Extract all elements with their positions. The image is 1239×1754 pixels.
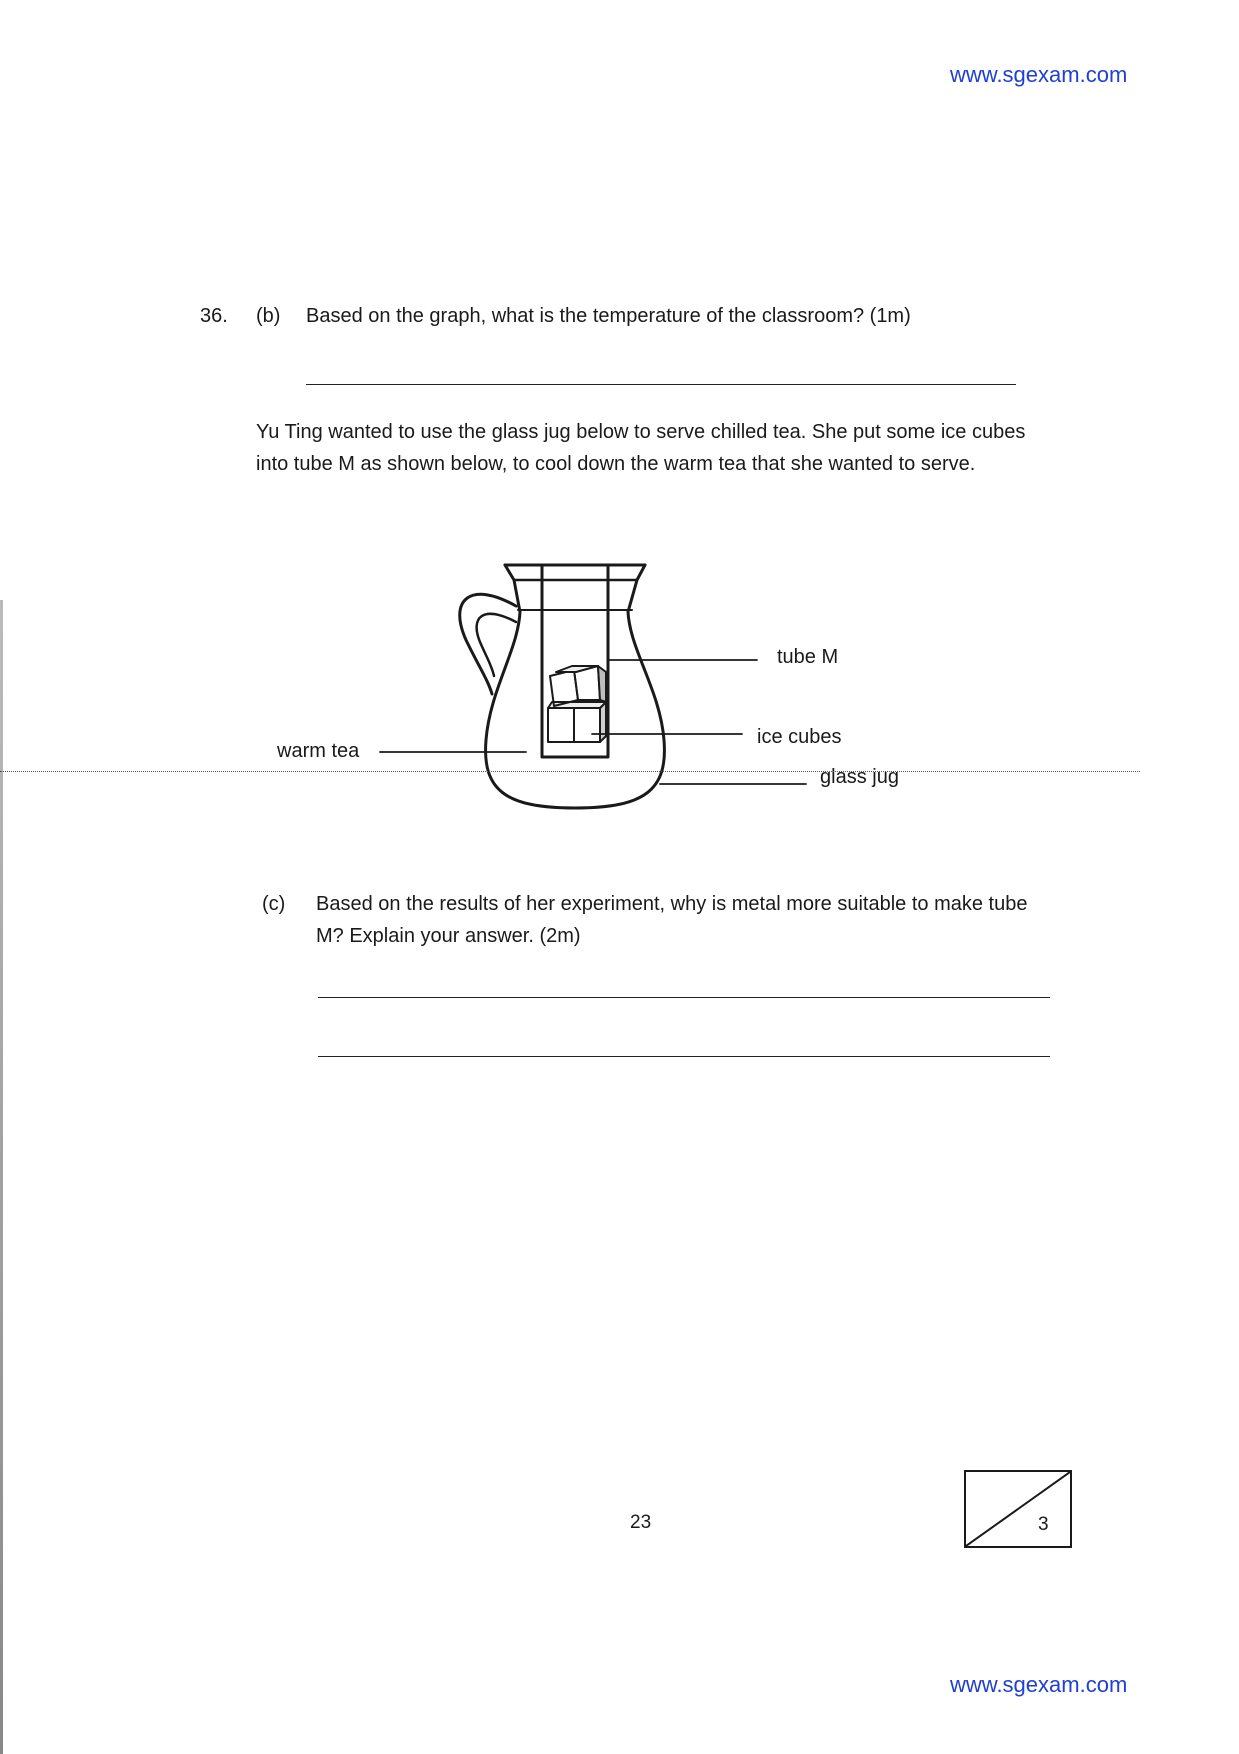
marks-box-diagonal [966,1472,1070,1546]
jug-diagram [270,550,1050,820]
footer-url: www.sgexam.com [950,1672,1128,1697]
ice-cube [574,708,600,742]
scan-edge [0,600,3,1754]
intro-text: Yu Ting wanted to use the glass jug below to serve chilled tea. She put some ice cubes into tube M as shown below, to cool down the warm tea that she wanted to serve. [256,421,1026,475]
part-b-text: Based on the graph, what is the temperature of the classroom? (1m) [306,305,911,327]
marks-box [964,1470,1072,1548]
question-number: 36. [200,305,228,327]
ice-cube [548,708,574,742]
part-c-label: (c) [262,893,286,915]
label-warm-tea: warm tea [277,740,360,762]
answer-line-c2[interactable] [318,1056,1050,1057]
scan-fold-line [0,771,1140,772]
part-b-label: (b) [256,305,281,327]
page-number: 23 [630,1512,652,1533]
header-url: www.sgexam.com [950,62,1128,87]
answer-line-b[interactable] [306,384,1016,385]
label-glass-jug: glass jug [820,766,899,788]
label-ice-cubes: ice cubes [757,726,842,748]
answer-line-c1[interactable] [318,997,1050,998]
part-c-text: Based on the results of her experiment, why is metal more suitable to make tube M? Explain your answer. (2m) [316,893,1028,947]
label-tube-m: tube M [777,646,839,668]
jug-handle [460,594,516,694]
marks-total: 3 [1038,1514,1049,1535]
